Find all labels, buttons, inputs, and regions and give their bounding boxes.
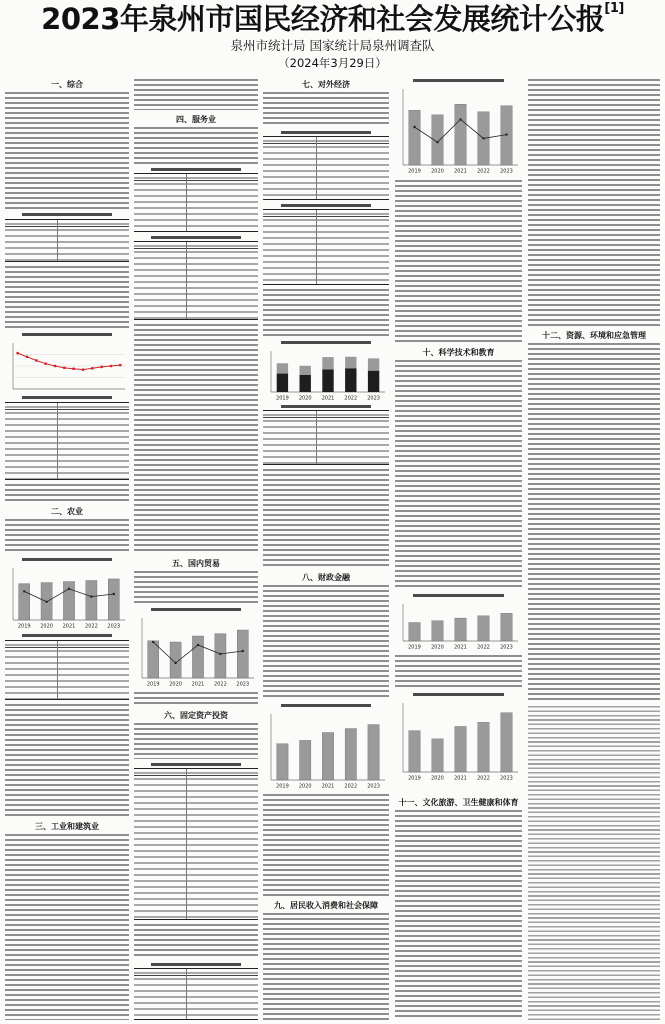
body-text [134, 571, 258, 604]
bar [237, 630, 248, 678]
body-text [263, 289, 389, 337]
table-caption [151, 763, 240, 766]
body-text [5, 484, 129, 502]
figure-caption [22, 333, 111, 336]
year-tick-label: 2020 [298, 783, 312, 790]
section-heading: 六、固定资产投资 [164, 711, 228, 720]
bar [455, 104, 467, 165]
figure-bar-chart [395, 84, 522, 175]
section-heading: 三、工业和建筑业 [35, 822, 99, 831]
figure-bar-chart [395, 599, 522, 651]
bar [501, 613, 513, 641]
body-text [134, 692, 258, 706]
body-text [395, 810, 522, 1020]
figure-bar-chart [263, 709, 389, 790]
year-tick-label: 2021 [62, 623, 76, 630]
body-text [134, 79, 258, 110]
bar [215, 634, 226, 678]
series-point [110, 365, 112, 367]
data-table [134, 173, 258, 232]
figure-caption [151, 608, 240, 611]
series-point [54, 365, 56, 367]
body-text [134, 723, 258, 759]
year-tick-label: 2022 [477, 168, 490, 175]
issuer-line: 泉州市统计局 国家统计局泉州调查队 [230, 38, 435, 53]
section-heading: 九、居民收入消费和社会保障 [274, 901, 378, 910]
series-point [82, 368, 84, 370]
table-caption [22, 634, 111, 637]
growth-point [152, 641, 154, 643]
body-text [5, 92, 129, 210]
series-point [35, 359, 37, 361]
data-table [263, 136, 389, 200]
table-caption [22, 396, 111, 399]
stacked-bar-segment [345, 357, 356, 368]
figure-caption [413, 594, 504, 597]
year-tick-label: 2023 [500, 775, 513, 782]
section-heading: 十一、文化旅游、卫生健康和体育 [398, 798, 519, 807]
series-point [63, 367, 65, 369]
bar [63, 582, 74, 620]
body-text [134, 924, 258, 959]
year-tick-label: 2021 [454, 644, 467, 651]
figure-caption [413, 79, 504, 82]
body-text [263, 794, 389, 896]
growth-point [219, 653, 221, 655]
year-tick-label: 2020 [431, 775, 444, 782]
bar [108, 579, 119, 620]
column-2 [134, 0, 258, 1024]
body-text [395, 655, 522, 689]
stacked-bar-segment [277, 374, 288, 392]
column-1 [5, 0, 129, 1024]
section-heading: 七、对外经济 [302, 80, 350, 89]
section-heading: 一、综合 [51, 80, 83, 89]
stacked-bar-segment [368, 371, 379, 392]
bar [432, 739, 444, 772]
body-text [528, 79, 660, 326]
stacked-bar-segment [322, 369, 333, 392]
body-text [263, 913, 389, 1020]
year-tick-label: 2023 [367, 395, 380, 402]
growth-point [505, 133, 507, 135]
body-text [5, 834, 129, 1020]
year-tick-label: 2023 [236, 681, 250, 688]
year-tick-label: 2020 [431, 168, 444, 175]
table-caption [281, 405, 372, 408]
bar [86, 580, 97, 620]
body-text [263, 469, 389, 568]
figure-caption [281, 341, 372, 344]
year-tick-label: 2019 [276, 783, 289, 790]
data-table [5, 402, 129, 480]
bar [368, 725, 379, 780]
year-tick-label: 2021 [321, 783, 335, 790]
body-text [263, 92, 389, 127]
figure-caption [281, 704, 372, 707]
year-tick-label: 2021 [191, 681, 205, 688]
series-point [16, 352, 18, 354]
body-text [528, 343, 660, 700]
data-table [263, 209, 389, 285]
table-caption [151, 236, 240, 239]
year-tick-label: 2020 [40, 623, 53, 630]
year-tick-label: 2020 [169, 681, 182, 688]
growth-point [90, 595, 92, 597]
section-heading: 二、农业 [51, 507, 83, 516]
growth-point [242, 650, 244, 652]
series-point [26, 356, 28, 358]
year-tick-label: 2019 [146, 681, 160, 688]
figure-caption [22, 558, 111, 561]
data-table [263, 410, 389, 465]
figure-bar-chart [395, 698, 522, 782]
series-point [72, 368, 74, 370]
growth-point [197, 644, 199, 646]
series-point [44, 363, 46, 365]
growth-point [436, 141, 438, 143]
series-point [119, 364, 121, 366]
section-heading: 十二、资源、环境和应急管理 [542, 331, 646, 340]
stacked-bar-segment [300, 366, 311, 375]
bar [478, 722, 490, 772]
bar [19, 584, 30, 620]
year-tick-label: 2022 [477, 775, 490, 782]
year-tick-label: 2021 [454, 168, 467, 175]
bar [478, 616, 490, 641]
publish-date: （2024年3月29日） [278, 56, 387, 70]
body-text [5, 704, 129, 817]
growth-point [174, 662, 176, 664]
bar [409, 731, 421, 772]
stacked-bar-segment [368, 358, 379, 370]
bar [501, 713, 513, 772]
figure-stacked-bar-chart [263, 346, 389, 402]
year-tick-label: 2019 [17, 623, 31, 630]
bar [409, 623, 421, 642]
growth-point [413, 126, 415, 128]
column-3 [263, 0, 389, 1024]
section-heading: 四、服务业 [176, 115, 216, 124]
growth-point [113, 593, 115, 595]
year-tick-label: 2022 [344, 395, 358, 402]
figure-bar-chart [5, 563, 129, 630]
year-tick-label: 2022 [85, 623, 98, 630]
bar [432, 621, 444, 641]
bar [148, 641, 159, 678]
year-tick-label: 2022 [477, 644, 490, 651]
year-tick-label: 2022 [214, 681, 227, 688]
year-tick-label: 2020 [298, 395, 312, 402]
stacked-bar-segment [277, 363, 288, 373]
growth-point [45, 601, 47, 603]
body-text [395, 360, 522, 590]
bar [192, 636, 203, 678]
year-tick-label: 2019 [408, 775, 421, 782]
data-table [134, 968, 258, 1020]
year-tick-label: 2019 [408, 168, 421, 175]
year-tick-label: 2019 [276, 395, 289, 402]
year-tick-label: 2023 [367, 783, 380, 790]
body-text [134, 127, 258, 164]
table-caption [281, 131, 372, 134]
year-tick-label: 2023 [107, 623, 121, 630]
bar [322, 732, 333, 780]
column-5 [528, 0, 660, 1024]
stacked-bar-segment [300, 375, 311, 392]
title-footnote-marker: [1] [604, 2, 624, 16]
table-caption [151, 168, 240, 171]
series-line [18, 353, 121, 370]
growth-point [459, 118, 461, 120]
bar [409, 110, 421, 165]
body-text [5, 266, 129, 330]
bar [300, 740, 311, 780]
bar [345, 729, 356, 780]
stacked-bar-segment [345, 368, 356, 392]
growth-point [23, 590, 25, 592]
year-tick-label: 2019 [408, 644, 421, 651]
data-table [5, 219, 129, 262]
data-table [134, 241, 258, 320]
growth-point [68, 588, 70, 590]
column-4 [395, 0, 522, 1024]
figure-line-chart [5, 338, 129, 392]
body-text [134, 324, 258, 554]
year-tick-label: 2020 [431, 644, 444, 651]
series-point [100, 366, 102, 368]
data-table [5, 640, 129, 700]
year-tick-label: 2021 [321, 395, 335, 402]
section-heading: 十、科学技术和教育 [422, 348, 495, 357]
section-heading: 八、财政金融 [302, 573, 350, 582]
year-tick-label: 2023 [500, 168, 513, 175]
data-table [134, 768, 258, 920]
section-heading: 五、国内贸易 [172, 559, 220, 568]
table-caption [22, 213, 111, 216]
stacked-bar-segment [322, 357, 333, 369]
figure-bar-chart [134, 613, 258, 688]
figure-caption [413, 693, 504, 696]
body-text [395, 180, 522, 343]
bar [455, 726, 467, 772]
year-tick-label: 2021 [454, 775, 467, 782]
footnotes-text [528, 706, 660, 1020]
table-caption [151, 963, 240, 966]
body-text [263, 585, 389, 699]
growth-point [482, 137, 484, 139]
table-caption [281, 204, 372, 207]
body-text [5, 519, 129, 554]
series-point [91, 367, 93, 369]
bar [455, 618, 467, 641]
year-tick-label: 2022 [344, 783, 358, 790]
title-text: 2023年泉州市国民经济和社会发展统计公报 [41, 2, 605, 36]
year-tick-label: 2023 [500, 644, 513, 651]
bar [277, 744, 288, 780]
